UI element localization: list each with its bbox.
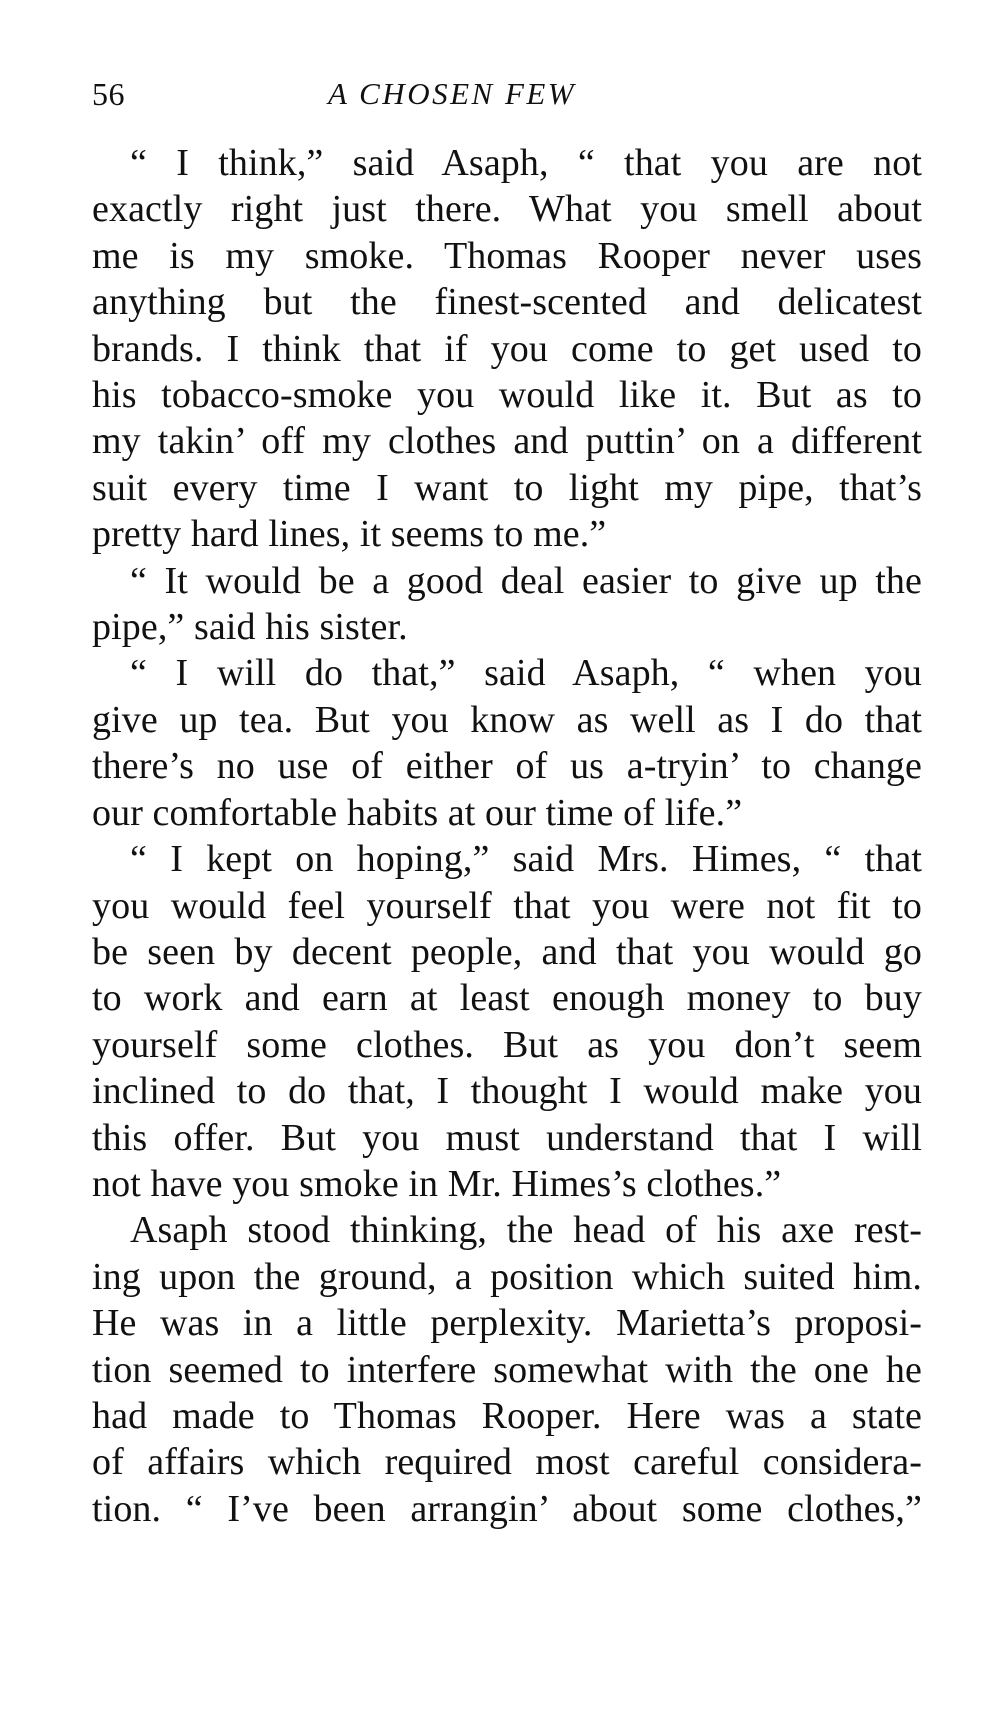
text-line: me is my smoke. Thomas Rooper never uses <box>92 234 922 277</box>
text-line: pretty hard lines, it seems to me.” <box>92 513 607 556</box>
text-line: ing upon the ground, a position which suited him. <box>92 1255 922 1298</box>
text-line: our comfortable habits at our time of life.” <box>92 791 743 834</box>
text-line: “ I will do that,” said Asaph, “ when you <box>130 652 922 695</box>
paragraph <box>92 836 922 1207</box>
text-line: his tobacco-smoke you would like it. But as to <box>92 374 922 417</box>
text-line: give up tea. But you know as well as I do that <box>92 698 922 741</box>
text-line: anything but the finest-scented and delicatest <box>92 281 922 324</box>
page-number: 56 <box>92 76 125 112</box>
paragraph <box>92 558 922 651</box>
text-line: pipe,” said his sister. <box>92 606 408 649</box>
text-line: yourself some clothes. But as you don’t seem <box>92 1023 922 1066</box>
paragraph <box>92 1207 922 1532</box>
text-line: “ I think,” said Asaph, “ that you are not <box>130 142 922 184</box>
text-line: suit every time I want to light my pipe, that’s <box>92 466 922 509</box>
text-line: there’s no use of either of us a-tryin’ to change <box>92 745 922 788</box>
running-title: A CHOSEN FEW <box>328 76 577 111</box>
text-line: of affairs which required most careful considera- <box>92 1441 922 1484</box>
text-line: be seen by decent people, and that you would go <box>92 930 922 973</box>
text-line: He was in a little perplexity. Marietta’s proposi- <box>92 1302 922 1345</box>
text-line: my takin’ off my clothes and puttin’ on a different <box>92 420 922 463</box>
paragraph <box>92 650 922 836</box>
text-line: exactly right just there. What you smell about <box>92 188 922 231</box>
text-line: tion seemed to interfere somewhat with the one he <box>92 1348 922 1391</box>
text-line: Asaph stood thinking, the head of his axe rest- <box>130 1209 922 1252</box>
text-line: you would feel yourself that you were not fit to <box>92 884 922 927</box>
paragraph <box>92 140 922 558</box>
text-line: this offer. But you must understand that I will <box>92 1116 922 1159</box>
text-line: not have you smoke in Mr. Himes’s clothes.” <box>92 1162 782 1205</box>
running-head <box>92 72 922 122</box>
text-line: had made to Thomas Rooper. Here was a state <box>92 1394 922 1437</box>
body-text <box>92 140 922 1532</box>
text-line: tion. “ I’ve been arrangin’ about some clothes,” <box>92 1487 922 1530</box>
text-line: “ It would be a good deal easier to give up the <box>130 559 922 602</box>
text-line: “ I kept on hoping,” said Mrs. Himes, “ that <box>130 838 922 881</box>
text-line: to work and earn at least enough money to buy <box>92 977 922 1020</box>
text-line: inclined to do that, I thought I would make you <box>92 1070 922 1113</box>
text-line: brands. I think that if you come to get used to <box>92 327 922 370</box>
